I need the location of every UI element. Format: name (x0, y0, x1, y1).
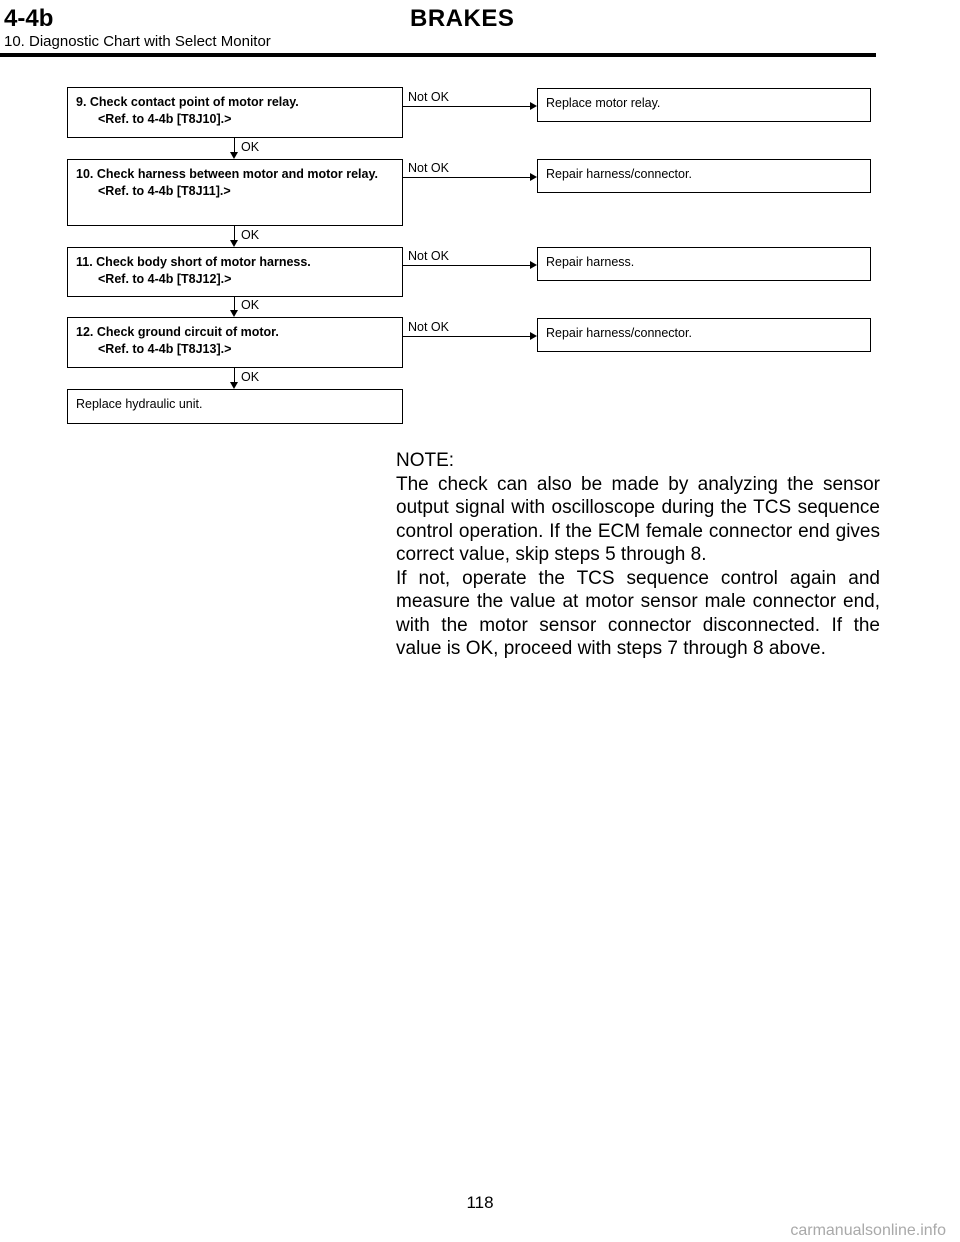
header-rule (0, 53, 876, 57)
action-box-12 (537, 318, 871, 352)
action-text: Repair harness/connector. (546, 326, 692, 340)
step-box-10 (67, 159, 403, 226)
action-box-10 (537, 159, 871, 193)
yes-label: OK (241, 228, 260, 242)
yes-connector (234, 226, 235, 240)
watermark-text: carmanualsonline.info (790, 1222, 946, 1239)
step-reference: <Ref. to 4-4b [T8J10].> (98, 112, 232, 126)
no-label: Not OK (408, 161, 449, 175)
page-title: BRAKES (410, 5, 515, 32)
no-connector (403, 106, 531, 107)
action-text: Repair harness/connector. (546, 167, 692, 181)
arrow-right-icon (530, 261, 537, 269)
note-paragraph-1: The check can also be made by analyzing the sensor output signal with oscilloscope during the TCS sequence control operation. If the ECM female connector end gives correct value, skip steps 5 through 8. (396, 473, 880, 565)
step-text: 12. Check ground circuit of motor. (76, 325, 279, 339)
step-reference: <Ref. to 4-4b [T8J13].> (98, 342, 232, 356)
step-text: 10. Check harness between motor and motor relay. (76, 167, 378, 181)
step-box-9 (67, 87, 403, 138)
action-box-9 (537, 88, 871, 122)
no-connector (403, 336, 531, 337)
step-reference: <Ref. to 4-4b [T8J12].> (98, 272, 232, 286)
arrow-right-icon (530, 332, 537, 340)
note-heading: NOTE: (396, 450, 455, 471)
no-label: Not OK (408, 320, 449, 334)
step-box-11 (67, 247, 403, 297)
arrow-down-icon (230, 310, 238, 317)
yes-connector (234, 138, 235, 152)
no-label: Not OK (408, 249, 449, 263)
no-connector (403, 265, 531, 266)
no-label: Not OK (408, 90, 449, 104)
action-box-11 (537, 247, 871, 281)
yes-label: OK (241, 370, 260, 384)
section-subtitle: 10. Diagnostic Chart with Select Monitor (4, 33, 271, 50)
arrow-down-icon (230, 382, 238, 389)
arrow-down-icon (230, 152, 238, 159)
action-text: Replace motor relay. (546, 96, 661, 110)
note-block (396, 449, 880, 661)
note-paragraph-2: If not, operate the TCS sequence control again and measure the value at motor sensor male connector end, with the motor sensor connector disconnected. If the value is OK, proceed with steps 7 through 8 above. (396, 567, 880, 659)
step-text: 9. Check contact point of motor relay. (76, 95, 299, 109)
yes-label: OK (241, 298, 260, 312)
page-number: 118 (466, 1193, 494, 1212)
final-action-text: Replace hydraulic unit. (76, 397, 203, 411)
arrow-right-icon (530, 102, 537, 110)
section-number: 4-4b (4, 5, 54, 32)
final-action-box (67, 389, 403, 424)
yes-connector (234, 297, 235, 310)
no-connector (403, 177, 531, 178)
arrow-right-icon (530, 173, 537, 181)
step-text: 11. Check body short of motor harness. (76, 255, 311, 269)
yes-label: OK (241, 140, 260, 154)
step-reference: <Ref. to 4-4b [T8J11].> (98, 184, 231, 198)
yes-connector (234, 368, 235, 382)
step-box-12 (67, 317, 403, 368)
arrow-down-icon (230, 240, 238, 247)
action-text: Repair harness. (546, 255, 635, 269)
